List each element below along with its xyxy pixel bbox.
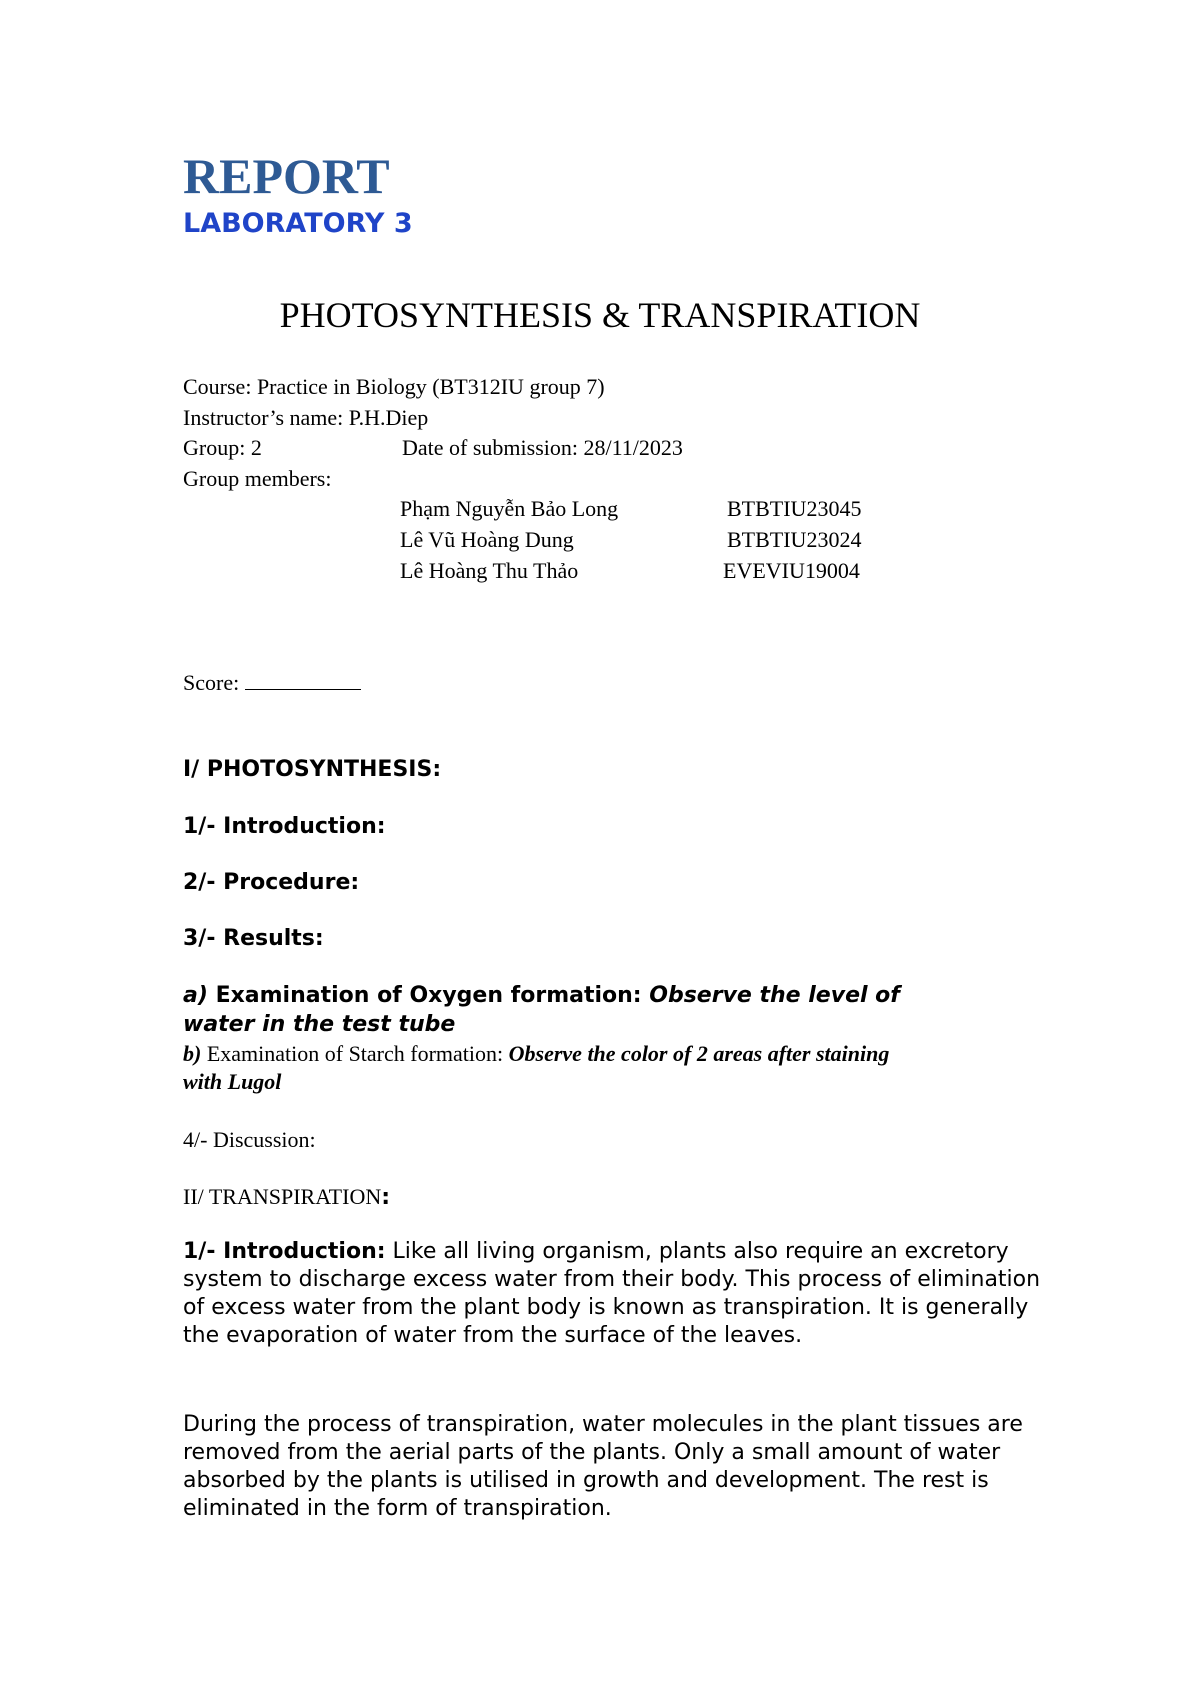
member-name: Lê Vũ Hoàng Dung	[400, 527, 574, 552]
score-field	[183, 670, 361, 696]
member-id: EVEVIU19004	[723, 558, 860, 583]
photosynthesis-procedure-heading: 2/- Procedure:	[183, 870, 360, 895]
photosynthesis-introduction-heading: 1/- Introduction:	[183, 814, 386, 839]
transpiration-heading-colon: :	[381, 1185, 391, 1210]
section-photosynthesis-heading: I/ PHOTOSYNTHESIS:	[183, 757, 442, 782]
result-b-text: Examination of Starch formation:	[201, 1041, 509, 1066]
result-b-italic: Observe the color of 2 areas after staining	[508, 1041, 890, 1066]
instructor-line: Instructor’s name: P.H.Diep	[183, 405, 429, 430]
member-name: Lê Hoàng Thu Thảo	[400, 558, 579, 583]
transpiration-introduction-paragraph	[183, 1238, 1043, 1350]
group-members-label: Group members:	[183, 466, 332, 491]
submission-date: Date of submission: 28/11/2023	[402, 435, 683, 460]
report-heading: REPORT	[183, 148, 390, 204]
score-blank	[245, 671, 361, 690]
result-b-line-1	[183, 1041, 889, 1067]
result-a-line-1	[183, 982, 900, 1010]
score-label: Score:	[183, 670, 240, 695]
member-name: Phạm Nguyễn Bảo Long	[400, 496, 619, 521]
result-a-italic: Observe the level of	[649, 983, 900, 1008]
transpiration-introduction-text: Like all living organism, plants also require an excretory system to discharge excess water from their body. This process of elimination of excess water from the plant body is known as transpiration. It is generally the evaporation of water from the surface of the leaves.	[183, 1239, 1041, 1348]
result-a-line-2: water in the test tube	[183, 1012, 456, 1037]
photosynthesis-results-heading: 3/- Results:	[183, 926, 324, 951]
transpiration-heading-text: II/ TRANSPIRATION	[183, 1184, 382, 1209]
result-b-label: b)	[183, 1041, 202, 1066]
group-line: Group: 2	[183, 435, 262, 460]
course-line: Course: Practice in Biology (BT312IU group 7)	[183, 374, 605, 399]
member-id: BTBTIU23024	[727, 527, 862, 552]
transpiration-introduction-label: 1/- Introduction:	[183, 1239, 386, 1264]
transpiration-paragraph-2: During the process of transpiration, water molecules in the plant tissues are removed from the aerial parts of the plants. Only a small amount of water absorbed by the plants is utilised in growth and development. The rest is eliminated in the form of transpiration.	[183, 1412, 1023, 1521]
section-transpiration-heading	[183, 1184, 390, 1211]
laboratory-heading: LABORATORY 3	[183, 208, 413, 239]
result-b-line-2: with Lugol	[183, 1069, 282, 1094]
result-a-text: Examination of Oxygen formation:	[207, 983, 650, 1008]
document-title: PHOTOSYNTHESIS & TRANSPIRATION	[279, 295, 921, 335]
photosynthesis-discussion-heading: 4/- Discussion:	[183, 1127, 316, 1152]
member-id: BTBTIU23045	[727, 496, 862, 521]
result-a-label: a)	[183, 983, 208, 1008]
